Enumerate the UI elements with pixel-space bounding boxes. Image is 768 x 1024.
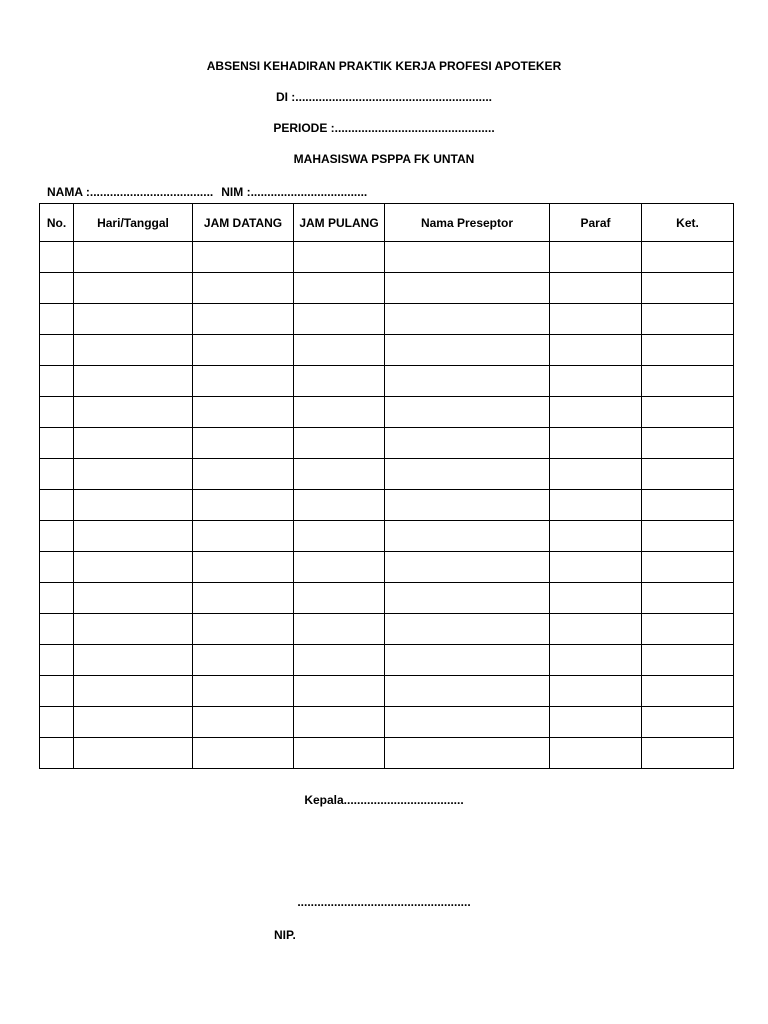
table-row [40,397,734,428]
cell-notes [642,521,734,552]
cell-signature [550,707,642,738]
cell-notes [642,273,734,304]
cell-arrival-time [193,335,294,366]
table-row [40,676,734,707]
cell-notes [642,459,734,490]
table-row [40,335,734,366]
cell-notes [642,366,734,397]
cell-date [74,521,193,552]
cell-departure-time [294,614,385,645]
cell-arrival-time [193,614,294,645]
cell-date [74,397,193,428]
cell-notes [642,552,734,583]
cell-date [74,335,193,366]
cell-signature [550,397,642,428]
cell-departure-time [294,707,385,738]
table-row [40,242,734,273]
cell-departure-time [294,645,385,676]
cell-no [40,676,74,707]
cell-signature [550,459,642,490]
student-identity-line [47,185,367,199]
cell-notes [642,335,734,366]
cell-preceptor-name [385,583,550,614]
cell-departure-time [294,304,385,335]
cell-arrival-time [193,366,294,397]
cell-no [40,614,74,645]
column-header-signature: Paraf [550,204,642,242]
cell-notes [642,614,734,645]
cell-arrival-time [193,645,294,676]
cell-signature [550,676,642,707]
cell-departure-time [294,366,385,397]
cell-signature [550,490,642,521]
cell-signature [550,273,642,304]
cell-departure-time [294,459,385,490]
cell-date [74,242,193,273]
location-line: DI :........................................................... [275,90,493,104]
cell-arrival-time [193,304,294,335]
cell-notes [642,583,734,614]
cell-arrival-time [193,707,294,738]
cell-no [40,397,74,428]
column-header-date: Hari/Tanggal [74,204,193,242]
cell-departure-time [294,552,385,583]
cell-arrival-time [193,583,294,614]
name-field: NAMA :..................................... [47,185,214,199]
column-header-arrival-time: JAM DATANG [193,204,294,242]
cell-date [74,366,193,397]
cell-signature [550,366,642,397]
cell-preceptor-name [385,335,550,366]
attendance-table [39,203,734,769]
cell-date [74,676,193,707]
cell-preceptor-name [385,304,550,335]
cell-departure-time [294,738,385,769]
cell-notes [642,707,734,738]
cell-preceptor-name [385,366,550,397]
table-row [40,366,734,397]
cell-no [40,583,74,614]
table-header-row [40,204,734,242]
cell-preceptor-name [385,397,550,428]
cell-preceptor-name [385,707,550,738]
table-row [40,304,734,335]
cell-date [74,490,193,521]
cell-signature [550,583,642,614]
cell-no [40,738,74,769]
cell-signature [550,614,642,645]
head-signature-label: Kepala.................................... [304,793,464,807]
cell-no [40,552,74,583]
cell-departure-time [294,335,385,366]
cell-arrival-time [193,676,294,707]
cell-no [40,521,74,552]
cell-no [40,459,74,490]
cell-no [40,273,74,304]
cell-arrival-time [193,738,294,769]
column-header-no: No. [40,204,74,242]
cell-date [74,428,193,459]
cell-arrival-time [193,490,294,521]
cell-date [74,552,193,583]
table-row [40,521,734,552]
cell-departure-time [294,428,385,459]
cell-preceptor-name [385,242,550,273]
cell-no [40,242,74,273]
cell-notes [642,242,734,273]
cell-no [40,490,74,521]
cell-signature [550,738,642,769]
column-header-preceptor-name: Nama Preseptor [385,204,550,242]
cell-arrival-time [193,242,294,273]
cell-signature [550,335,642,366]
period-line: PERIODE :................................................ [273,121,495,135]
cell-arrival-time [193,428,294,459]
table-row [40,614,734,645]
cell-signature [550,242,642,273]
cell-preceptor-name [385,552,550,583]
cell-departure-time [294,521,385,552]
nim-field: NIM :................................... [221,185,368,199]
cell-date [74,273,193,304]
table-row [40,273,734,304]
cell-arrival-time [193,397,294,428]
cell-arrival-time [193,459,294,490]
cell-preceptor-name [385,645,550,676]
cell-departure-time [294,490,385,521]
cell-notes [642,428,734,459]
cell-date [74,459,193,490]
cell-notes [642,397,734,428]
cell-signature [550,521,642,552]
cell-date [74,645,193,676]
table-row [40,490,734,521]
cell-date [74,614,193,645]
cell-preceptor-name [385,273,550,304]
column-header-notes: Ket. [642,204,734,242]
cell-notes [642,738,734,769]
cell-preceptor-name [385,490,550,521]
cell-departure-time [294,676,385,707]
cell-date [74,583,193,614]
document-title: ABSENSI KEHADIRAN PRAKTIK KERJA PROFESI APOTEKER [206,59,562,73]
cell-signature [550,304,642,335]
table-row [40,428,734,459]
cell-preceptor-name [385,428,550,459]
cell-no [40,335,74,366]
cell-preceptor-name [385,676,550,707]
cell-notes [642,676,734,707]
cell-departure-time [294,583,385,614]
cell-signature [550,428,642,459]
signature-line: .................................................... [297,895,471,909]
cell-notes [642,645,734,676]
cell-no [40,707,74,738]
cell-date [74,738,193,769]
cell-arrival-time [193,273,294,304]
student-program-line: MAHASISWA PSPPA FK UNTAN [293,152,475,166]
cell-no [40,645,74,676]
nip-label: NIP. [274,928,296,942]
cell-notes [642,490,734,521]
cell-notes [642,304,734,335]
table-row [40,738,734,769]
cell-arrival-time [193,552,294,583]
table-row [40,645,734,676]
cell-preceptor-name [385,459,550,490]
table-row [40,552,734,583]
table-row [40,707,734,738]
table-body [40,242,734,769]
cell-signature [550,645,642,676]
cell-date [74,707,193,738]
cell-departure-time [294,242,385,273]
cell-no [40,428,74,459]
column-header-departure-time: JAM PULANG [294,204,385,242]
cell-departure-time [294,397,385,428]
cell-preceptor-name [385,614,550,645]
table-row [40,583,734,614]
cell-departure-time [294,273,385,304]
cell-preceptor-name [385,738,550,769]
cell-no [40,366,74,397]
cell-date [74,304,193,335]
cell-no [40,304,74,335]
table-row [40,459,734,490]
cell-signature [550,552,642,583]
cell-preceptor-name [385,521,550,552]
cell-arrival-time [193,521,294,552]
